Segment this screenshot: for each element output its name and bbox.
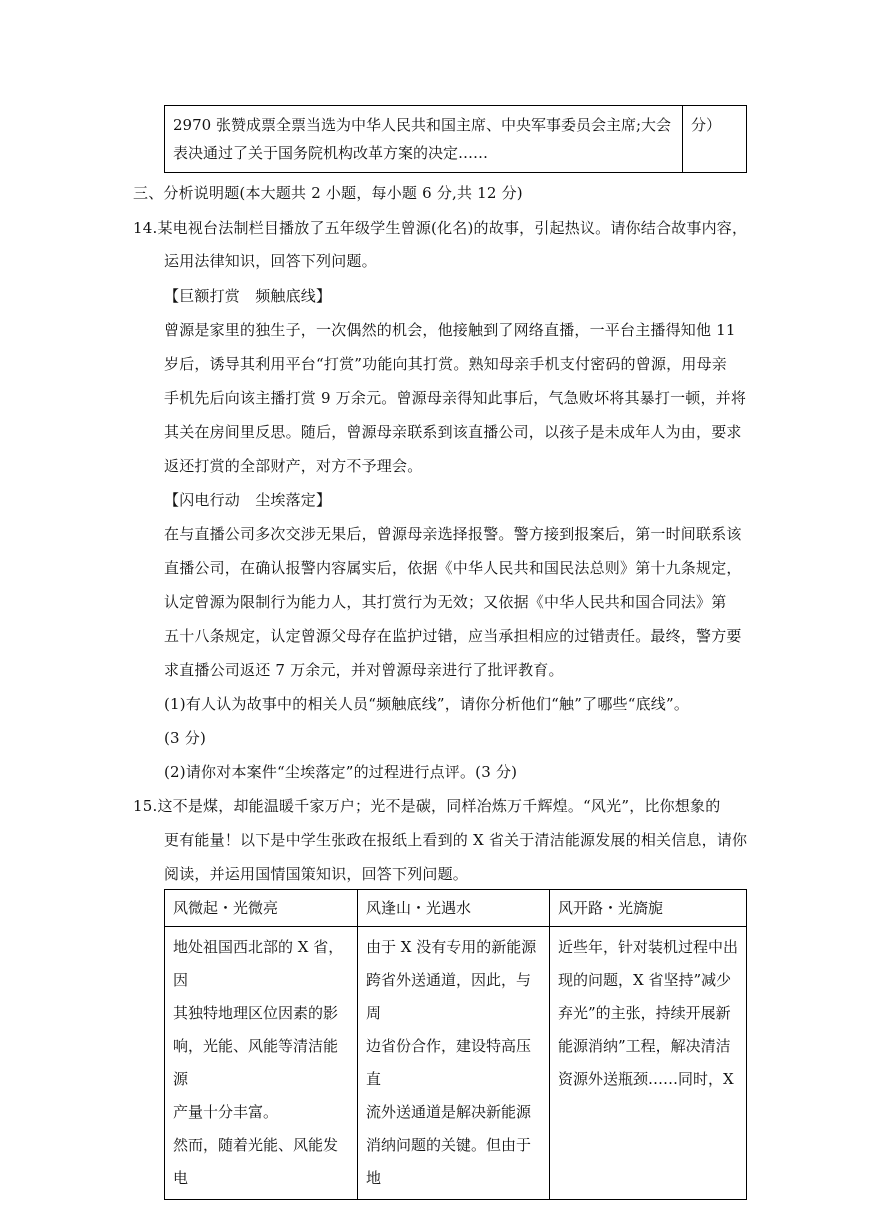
q14-part1-line: 其关在房间里反思。随后，曾源母亲联系到该直播公司，以孩子是未成年人为由，要求 (164, 423, 742, 441)
table-cell-line: 现的问题，X 省坚持”减少 (558, 971, 732, 989)
table-header-cell: 风逢山・光遇水 (358, 890, 550, 927)
table-cell-line: 地处祖国西北部的 X 省，因 (173, 938, 344, 989)
q15-stem-line: 更有能量！以下是中学生张政在报纸上看到的 X 省关于清洁能源发展的相关信息，请你 (164, 831, 748, 849)
table-cell-line: 资源外送瓶颈……同时，X (558, 1070, 734, 1088)
table-cell-line: 能源消纳”工程，解决清洁 (558, 1037, 731, 1055)
table-cell (550, 927, 747, 1200)
q14-part1-title: 【巨额打赏 频触底线】 (164, 287, 332, 305)
q14-stem-line: 14.某电视台法制栏目播放了五年级学生曾源(化名)的故事，引起热议。请你结合故事内容， (133, 219, 748, 237)
table-cell (358, 927, 550, 1200)
table-cell-line: 然而，随着光能、风能发电 (173, 1136, 339, 1187)
table-cell-line: 其独特地理区位因素的影 (173, 1004, 339, 1022)
q14-subquestion-1-score: (3 分) (164, 729, 207, 747)
table-cell-line: 边省份合作，建设特高压直 (366, 1037, 532, 1088)
table-row (165, 927, 747, 1200)
table-cell-line: 跨省外送通道，因此，与周 (366, 971, 532, 1022)
table-cell-line: 响，光能、风能等清洁能源 (173, 1037, 339, 1088)
table-cell (165, 927, 358, 1200)
table-cell-line: 由于 X 没有专用的新能源 (366, 938, 537, 956)
table-row (165, 106, 747, 173)
table-cell-line: 产量十分丰富。 (173, 1103, 279, 1121)
q14-subquestion-1: (1)有人认为故事中的相关人员“频触底线”，请你分析他们“触”了哪些“底线”。 (164, 695, 690, 713)
q14-stem-line: 运用法律知识，回答下列问题。 (164, 252, 377, 270)
q14-part1-line: 手机先后向该主播打赏 9 万余元。曾源母亲得知此事后，气急败坏将其暴打一顿，并将 (164, 389, 747, 407)
table-cell-line: 流外送通道是解决新能源 (366, 1103, 532, 1121)
table-cell-line: 弃光”的主张，持续开展新 (558, 1004, 731, 1022)
table-cell-line: 消纳问题的关键。但由于地 (366, 1136, 532, 1187)
top-continuation-table (164, 105, 747, 173)
table-header-cell: 风微起・光微亮 (165, 890, 358, 927)
table-header-row (165, 890, 747, 927)
q14-part2-line: 认定曾源为限制行为能力人，其打赏行为无效；又依据《中华人民共和国合同法》第 (164, 593, 727, 611)
table-cell-line: 近些年，针对装机过程中出 (558, 938, 739, 956)
q14-part2-line: 直播公司，在确认报警内容属实后，依据《中华人民共和国民法总则》第十九条规定， (164, 559, 742, 577)
q15-stem-line: 15.这不是煤，却能温暖千家万户；光不是碳，同样冶炼万千辉煌。“风光”，比你想象的 (133, 797, 721, 815)
table-cell (683, 106, 747, 173)
q14-part2-line: 在与直播公司多次交涉无果后，曾源母亲选择报警。警方接到报案后，第一时间联系该 (164, 525, 742, 543)
section-heading: 三、分析说明题(本大题共 2 小题，每小题 6 分,共 12 分) (133, 184, 523, 202)
q14-part1-line: 岁后，诱导其利用平台“打赏”功能向其打赏。熟知母亲手机支付密码的曾源，用母亲 (164, 355, 727, 373)
q14-subquestion-2: (2)请你对本案件“尘埃落定”的过程进行点评。(3 分) (164, 763, 518, 781)
table-cell-line: 2970 张赞成票全票当选为中华人民共和国主席、中央军事委员会主席;大会 (173, 116, 671, 134)
q15-stem-line: 阅读，并运用国情国策知识，回答下列问题。 (164, 865, 469, 883)
q14-part1-line: 返还打赏的全部财产，对方不予理会。 (164, 457, 423, 475)
q14-part2-title: 【闪电行动 尘埃落定】 (164, 491, 332, 509)
q14-part2-line: 求直播公司返还 7 万余元，并对曾源母亲进行了批评教育。 (164, 661, 564, 679)
table-cell-line: 表决通过了关于国务院机构改革方案的决定…… (173, 144, 489, 162)
table-cell (165, 106, 683, 173)
table-header-cell: 风开路・光旖旎 (550, 890, 747, 927)
table-cell-line: 分） (691, 116, 722, 134)
q14-part2-line: 五十八条规定，认定曾源父母存在监护过错，应当承担相应的过错责任。最终，警方要 (164, 627, 742, 645)
energy-info-table (164, 889, 747, 1200)
q14-part1-line: 曾源是家里的独生子，一次偶然的机会，他接触到了网络直播，一平台主播得知他 11 (164, 321, 736, 339)
